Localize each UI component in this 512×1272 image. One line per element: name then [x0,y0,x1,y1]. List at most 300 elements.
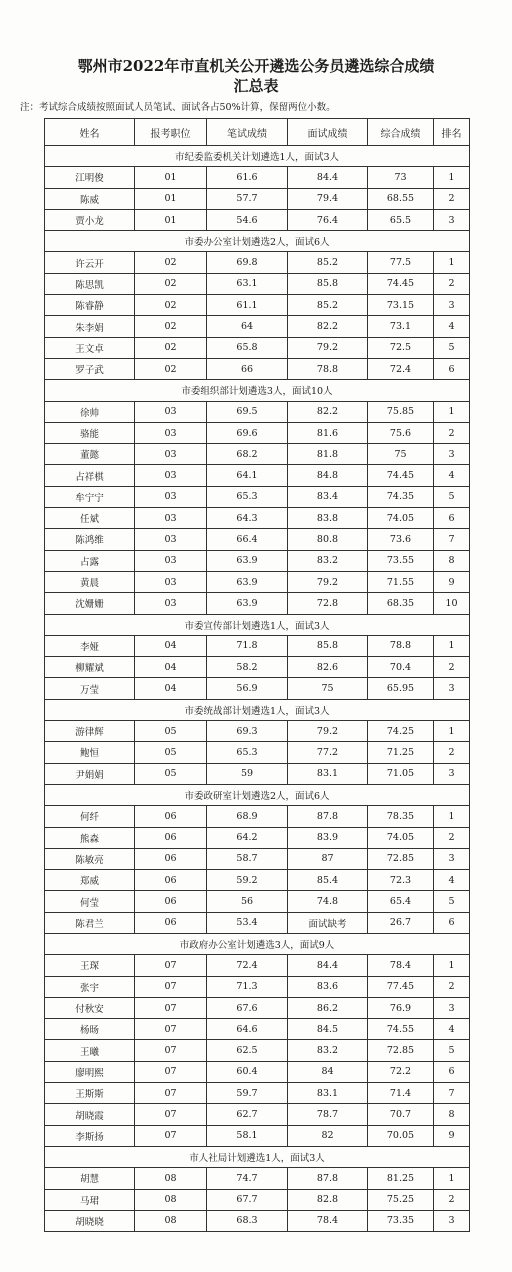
cell-written-score: 67.6 [207,997,288,1018]
table-row [45,1040,470,1061]
cell-interview-score: 84.5 [288,1019,368,1040]
cell-name: 李斯扬 [45,1125,135,1146]
cell-name: 占露 [45,550,135,571]
cell-name: 陈君兰 [45,912,135,933]
cell-name: 江明俊 [45,167,135,188]
cell-name: 沈姗姗 [45,593,135,614]
section-header-row [45,933,470,954]
cell-rank: 9 [434,571,470,592]
cell-name: 陈思凯 [45,273,135,294]
cell-total-score: 72.5 [368,337,434,358]
cell-written-score: 56.9 [207,678,288,699]
table-row [45,571,470,592]
cell-rank: 1 [434,635,470,656]
cell-position: 07 [135,997,207,1018]
cell-interview-score: 79.2 [288,571,368,592]
table-row [45,870,470,891]
cell-interview-score: 80.8 [288,529,368,550]
cell-position: 03 [135,486,207,507]
cell-name: 廖明熙 [45,1061,135,1082]
table-row [45,167,470,188]
header-position: 报考职位 [135,119,207,146]
cell-total-score: 68.35 [368,593,434,614]
cell-position: 08 [135,1168,207,1189]
table-row [45,252,470,273]
cell-name: 胡慧 [45,1168,135,1189]
cell-position: 03 [135,550,207,571]
cell-total-score: 65.5 [368,209,434,230]
cell-rank: 2 [434,1189,470,1210]
cell-name: 马珺 [45,1189,135,1210]
cell-position: 02 [135,252,207,273]
table-row [45,848,470,869]
table-row [45,358,470,379]
cell-position: 07 [135,1019,207,1040]
cell-rank: 8 [434,1104,470,1125]
cell-total-score: 81.25 [368,1168,434,1189]
cell-interview-score: 78.4 [288,1210,368,1231]
header-total-score: 综合成绩 [368,119,434,146]
cell-interview-score: 82.8 [288,1189,368,1210]
cell-total-score: 74.45 [368,273,434,294]
cell-total-score: 78.8 [368,635,434,656]
cell-written-score: 62.7 [207,1104,288,1125]
cell-position: 04 [135,635,207,656]
cell-total-score: 68.55 [368,188,434,209]
table-row [45,1125,470,1146]
cell-name: 熊森 [45,827,135,848]
cell-interview-score: 85.4 [288,870,368,891]
cell-total-score: 26.7 [368,912,434,933]
cell-interview-score: 83.9 [288,827,368,848]
cell-position: 07 [135,1125,207,1146]
cell-position: 07 [135,1104,207,1125]
cell-position: 03 [135,529,207,550]
cell-rank: 2 [434,188,470,209]
table-row [45,401,470,422]
cell-total-score: 78.35 [368,806,434,827]
cell-written-score: 65.8 [207,337,288,358]
cell-total-score: 74.05 [368,508,434,529]
cell-name: 付秋安 [45,997,135,1018]
cell-interview-score: 85.8 [288,635,368,656]
cell-position: 05 [135,763,207,784]
cell-name: 陈睿静 [45,295,135,316]
cell-rank: 2 [434,976,470,997]
cell-total-score: 72.85 [368,1040,434,1061]
table-row [45,209,470,230]
section-header-row [45,614,470,635]
cell-written-score: 56 [207,891,288,912]
cell-written-score: 58.7 [207,848,288,869]
cell-rank: 3 [434,997,470,1018]
cell-total-score: 70.4 [368,657,434,678]
table-row [45,1189,470,1210]
table-row [45,976,470,997]
cell-name: 占祥棋 [45,465,135,486]
cell-rank: 5 [434,891,470,912]
cell-name: 王曦 [45,1040,135,1061]
cell-written-score: 64.1 [207,465,288,486]
cell-total-score: 74.55 [368,1019,434,1040]
cell-interview-score: 84 [288,1061,368,1082]
cell-position: 01 [135,188,207,209]
cell-written-score: 69.5 [207,401,288,422]
cell-rank: 3 [434,763,470,784]
cell-rank: 9 [434,1125,470,1146]
cell-position: 02 [135,337,207,358]
cell-name: 万莹 [45,678,135,699]
cell-rank: 1 [434,401,470,422]
table-row [45,422,470,443]
table-row [45,188,470,209]
cell-rank: 3 [434,295,470,316]
cell-total-score: 71.55 [368,571,434,592]
cell-position: 02 [135,316,207,337]
table-row [45,742,470,763]
cell-name: 王斯斯 [45,1083,135,1104]
cell-total-score: 74.35 [368,486,434,507]
cell-total-score: 73.15 [368,295,434,316]
cell-rank: 5 [434,1040,470,1061]
cell-name: 李娅 [45,635,135,656]
table-row [45,1019,470,1040]
cell-interview-score: 83.6 [288,976,368,997]
cell-total-score: 75.25 [368,1189,434,1210]
table-row [45,763,470,784]
section-title: 市委组织部计划遴选3人，面试10人 [45,380,470,401]
cell-total-score: 78.4 [368,955,434,976]
cell-interview-score: 78.8 [288,358,368,379]
cell-written-score: 69.3 [207,721,288,742]
table-row [45,486,470,507]
cell-interview-score: 83.4 [288,486,368,507]
cell-interview-score: 84.4 [288,167,368,188]
cell-rank: 4 [434,316,470,337]
cell-rank: 1 [434,167,470,188]
table-row [45,721,470,742]
cell-written-score: 68.3 [207,1210,288,1231]
cell-name: 牟宁宁 [45,486,135,507]
cell-interview-score: 82.2 [288,316,368,337]
section-title: 市委宣传部计划遴选1人，面试3人 [45,614,470,635]
cell-written-score: 64.3 [207,508,288,529]
cell-written-score: 63.1 [207,273,288,294]
cell-total-score: 65.4 [368,891,434,912]
cell-interview-score: 83.8 [288,508,368,529]
table-row [45,827,470,848]
cell-written-score: 72.4 [207,955,288,976]
cell-total-score: 74.05 [368,827,434,848]
cell-position: 06 [135,806,207,827]
cell-rank: 10 [434,593,470,614]
cell-position: 06 [135,912,207,933]
table-row [45,1168,470,1189]
header-name: 姓名 [45,119,135,146]
cell-position: 04 [135,678,207,699]
cell-rank: 4 [434,465,470,486]
cell-total-score: 71.05 [368,763,434,784]
table-row [45,657,470,678]
cell-rank: 2 [434,273,470,294]
cell-written-score: 61.6 [207,167,288,188]
table-row [45,295,470,316]
cell-rank: 3 [434,1210,470,1231]
cell-written-score: 61.1 [207,295,288,316]
cell-position: 03 [135,444,207,465]
cell-total-score: 75.6 [368,422,434,443]
cell-total-score: 75.85 [368,401,434,422]
section-header-row [45,699,470,720]
header-written-score: 笔试成绩 [207,119,288,146]
cell-position: 02 [135,358,207,379]
cell-position: 07 [135,1083,207,1104]
section-header-row [45,146,470,167]
cell-total-score: 74.25 [368,721,434,742]
section-header-row [45,380,470,401]
cell-name: 胡晓晓 [45,1210,135,1231]
cell-total-score: 72.85 [368,848,434,869]
cell-interview-score: 83.1 [288,1083,368,1104]
cell-written-score: 59.7 [207,1083,288,1104]
cell-interview-score: 87.8 [288,1168,368,1189]
section-title: 市委办公室计划遴选2人，面试6人 [45,231,470,252]
cell-name: 任斌 [45,508,135,529]
cell-position: 06 [135,870,207,891]
table-row [45,444,470,465]
cell-rank: 5 [434,486,470,507]
cell-written-score: 66 [207,358,288,379]
cell-position: 03 [135,571,207,592]
cell-position: 05 [135,742,207,763]
table-row [45,508,470,529]
cell-rank: 2 [434,422,470,443]
cell-rank: 1 [434,806,470,827]
cell-written-score: 71.3 [207,976,288,997]
cell-position: 07 [135,955,207,976]
cell-interview-score: 85.2 [288,252,368,273]
cell-rank: 2 [434,827,470,848]
table-row [45,912,470,933]
section-header-row [45,784,470,805]
cell-name: 董懿 [45,444,135,465]
cell-position: 03 [135,593,207,614]
cell-position: 03 [135,422,207,443]
cell-interview-score: 82.2 [288,401,368,422]
cell-written-score: 74.7 [207,1168,288,1189]
table-row [45,465,470,486]
cell-rank: 8 [434,550,470,571]
cell-rank: 1 [434,252,470,273]
cell-written-score: 66.4 [207,529,288,550]
cell-rank: 1 [434,955,470,976]
cell-interview-score: 82.6 [288,657,368,678]
cell-interview-score: 面试缺考 [288,912,368,933]
cell-position: 07 [135,1040,207,1061]
cell-written-score: 69.8 [207,252,288,273]
cell-name: 徐帅 [45,401,135,422]
cell-written-score: 69.6 [207,422,288,443]
header-rank: 排名 [434,119,470,146]
table-row [45,1061,470,1082]
table-row [45,635,470,656]
cell-interview-score: 82 [288,1125,368,1146]
cell-written-score: 60.4 [207,1061,288,1082]
header-interview-score: 面试成绩 [288,119,368,146]
score-table [44,118,470,1232]
cell-interview-score: 79.4 [288,188,368,209]
cell-name: 陈威 [45,188,135,209]
cell-name: 骆能 [45,422,135,443]
cell-total-score: 73.1 [368,316,434,337]
table-row [45,806,470,827]
note-text: 注：考试综合成绩按照面试人员笔试、面试各占50%计算，保留两位小数。 [20,102,336,113]
table-row [45,1083,470,1104]
cell-rank: 3 [434,848,470,869]
cell-total-score: 76.9 [368,997,434,1018]
cell-rank: 6 [434,508,470,529]
cell-name: 郑威 [45,870,135,891]
cell-written-score: 53.4 [207,912,288,933]
cell-interview-score: 84.4 [288,955,368,976]
table-row [45,550,470,571]
cell-rank: 1 [434,1168,470,1189]
cell-rank: 6 [434,1061,470,1082]
cell-total-score: 70.05 [368,1125,434,1146]
cell-rank: 6 [434,912,470,933]
cell-rank: 2 [434,742,470,763]
table-row [45,955,470,976]
cell-position: 02 [135,273,207,294]
cell-position: 03 [135,508,207,529]
cell-written-score: 58.2 [207,657,288,678]
cell-interview-score: 81.8 [288,444,368,465]
cell-interview-score: 76.4 [288,209,368,230]
cell-name: 柳耀斌 [45,657,135,678]
cell-interview-score: 72.8 [288,593,368,614]
cell-rank: 3 [434,444,470,465]
cell-interview-score: 75 [288,678,368,699]
cell-name: 王文卓 [45,337,135,358]
cell-written-score: 59 [207,763,288,784]
section-title: 市委统战部计划遴选1人，面试3人 [45,699,470,720]
cell-total-score: 73.6 [368,529,434,550]
cell-position: 08 [135,1210,207,1231]
cell-position: 02 [135,295,207,316]
cell-position: 01 [135,167,207,188]
cell-position: 06 [135,891,207,912]
cell-name: 杨旸 [45,1019,135,1040]
cell-written-score: 68.2 [207,444,288,465]
table-body [45,146,470,1232]
table-row [45,316,470,337]
cell-total-score: 70.7 [368,1104,434,1125]
cell-position: 03 [135,401,207,422]
cell-interview-score: 83.1 [288,763,368,784]
cell-position: 08 [135,1189,207,1210]
cell-interview-score: 79.2 [288,721,368,742]
cell-name: 王琛 [45,955,135,976]
cell-interview-score: 87.8 [288,806,368,827]
cell-interview-score: 79.2 [288,337,368,358]
cell-total-score: 77.5 [368,252,434,273]
table-row [45,1104,470,1125]
cell-position: 05 [135,721,207,742]
cell-written-score: 63.9 [207,571,288,592]
cell-rank: 4 [434,1019,470,1040]
cell-position: 07 [135,1061,207,1082]
cell-interview-score: 83.2 [288,1040,368,1061]
section-title: 市委政研室计划遴选2人，面试6人 [45,784,470,805]
cell-position: 01 [135,209,207,230]
cell-name: 何纤 [45,806,135,827]
cell-interview-score: 85.8 [288,273,368,294]
section-title: 市人社局计划遴选1人，面试3人 [45,1146,470,1167]
cell-rank: 5 [434,337,470,358]
cell-position: 06 [135,848,207,869]
section-header-row [45,231,470,252]
cell-rank: 3 [434,209,470,230]
document-title: 鄂州市2022年市直机关公开遴选公务员遴选综合成绩 [77,57,435,75]
cell-interview-score: 86.2 [288,997,368,1018]
cell-position: 03 [135,465,207,486]
cell-total-score: 77.45 [368,976,434,997]
cell-name: 鲍恒 [45,742,135,763]
cell-rank: 1 [434,721,470,742]
cell-total-score: 73.55 [368,550,434,571]
cell-position: 06 [135,827,207,848]
cell-interview-score: 77.2 [288,742,368,763]
cell-interview-score: 74.8 [288,891,368,912]
cell-position: 07 [135,976,207,997]
cell-rank: 7 [434,1083,470,1104]
cell-written-score: 54.6 [207,209,288,230]
cell-total-score: 75 [368,444,434,465]
table-row [45,997,470,1018]
cell-written-score: 68.9 [207,806,288,827]
cell-rank: 7 [434,529,470,550]
cell-total-score: 74.45 [368,465,434,486]
table-header-row [45,119,470,146]
cell-written-score: 59.2 [207,870,288,891]
cell-total-score: 65.95 [368,678,434,699]
cell-written-score: 65.3 [207,742,288,763]
table-row [45,1210,470,1231]
cell-written-score: 58.1 [207,1125,288,1146]
section-header-row [45,1146,470,1167]
cell-name: 胡晓霞 [45,1104,135,1125]
cell-interview-score: 85.2 [288,295,368,316]
section-title: 市政府办公室计划遴选3人，面试9人 [45,933,470,954]
cell-name: 陈敏亮 [45,848,135,869]
cell-rank: 3 [434,678,470,699]
cell-interview-score: 78.7 [288,1104,368,1125]
cell-total-score: 72.2 [368,1061,434,1082]
cell-interview-score: 83.2 [288,550,368,571]
section-title: 市纪委监委机关计划遴选1人，面试3人 [45,146,470,167]
cell-interview-score: 87 [288,848,368,869]
cell-total-score: 73.35 [368,1210,434,1231]
cell-written-score: 62.5 [207,1040,288,1061]
table-row [45,678,470,699]
cell-written-score: 63.9 [207,550,288,571]
cell-written-score: 64.2 [207,827,288,848]
cell-total-score: 72.4 [368,358,434,379]
cell-name: 黄晨 [45,571,135,592]
table-row [45,337,470,358]
cell-written-score: 71.8 [207,635,288,656]
table-row [45,273,470,294]
